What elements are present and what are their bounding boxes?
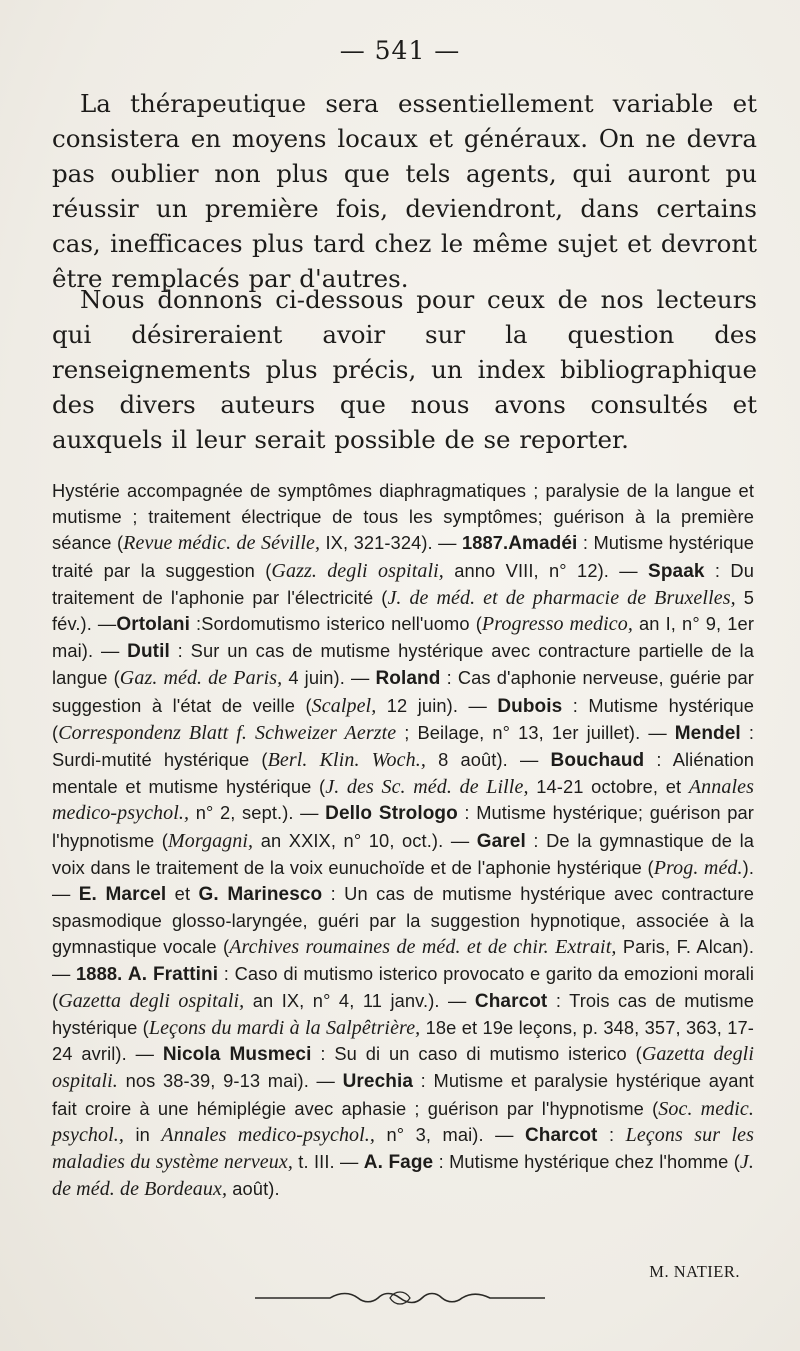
bib-author: Bouchaud <box>550 750 645 772</box>
bib-text: 18e et 19e leçons, p. 348, 357, 363, 17-24 avril). — <box>52 1017 754 1065</box>
bib-text: : Du traitement de l'aphonie par l'électricité ( <box>52 559 754 608</box>
bib-text: : Su di un caso di mutismo isterico ( <box>311 1043 642 1065</box>
bib-year: 1888. <box>76 962 123 984</box>
bib-text: : Cas d'aphonie nerveuse, guérie par suggestion à l'état de veille ( <box>52 667 754 716</box>
bib-text: : Trois cas de mutisme hystérique ( <box>52 989 754 1039</box>
bib-text: : Un cas de mutisme hystérique avec contracture spasmodique glosso-laryngée, guéri par la suggestion hypnotique, associée à la gymnastique vocale ( <box>52 883 754 958</box>
bib-author: Amadéi <box>508 533 578 555</box>
bib-text: 12 juin). — <box>376 694 498 716</box>
bib-journal-title: Scalpel, <box>311 694 377 717</box>
bib-text: IX, 321-324). — <box>320 532 462 554</box>
bib-journal-title: Annales medico-psychol., <box>52 776 754 825</box>
bib-journal-title: Morgagni, <box>167 829 254 852</box>
bib-journal-title: Gaz. méd. de Paris, <box>119 667 283 690</box>
bib-journal-title: Revue médic. de Séville, <box>123 532 321 555</box>
ornament-divider <box>250 1286 550 1310</box>
bib-text: Paris, F. Alcan). — <box>52 936 755 984</box>
bib-author: Dello Strologo <box>325 803 458 825</box>
bib-journal-title: Leçons sur les maladies du système nerveux, <box>52 1123 755 1174</box>
bib-journal-title: Correspondenz Blatt f. Schweizer Aerzte <box>58 721 397 744</box>
bib-text: n° 2, sept.). — <box>189 802 326 824</box>
bib-text: : Mutisme hystérique chez l'homme ( <box>433 1151 740 1173</box>
bib-author: Urechia <box>342 1071 413 1093</box>
bib-journal-title: J. des Sc. méd. de Lille, <box>325 776 529 799</box>
bib-text: et <box>166 883 199 905</box>
bib-journal-title: Gazetta degli ospitali. <box>52 1043 754 1093</box>
bib-author: A. Fage <box>363 1152 434 1174</box>
intro-paragraph-1-text: La thérapeutique sera essentiellement variable et consistera en moyens locaux et généraux. On ne devra pas oublier non plus que tels agents, qui auront pu réussir un première fois, deviendront, dans certains cas, inefficaces plus tard chez le même sujet et devront être remplacés par d'autres. <box>52 89 757 293</box>
bib-journal-title: J. de méd. de Bordeaux, <box>52 1151 754 1201</box>
bib-text: 4 juin). — <box>282 667 376 689</box>
intro-paragraph-2 <box>52 282 757 457</box>
bib-text: : Mutisme hystérique; guérison par l'hypnotisme ( <box>52 802 754 851</box>
bib-journal-title: Gazetta degli ospitali, <box>58 989 245 1012</box>
bib-author: Garel <box>476 830 526 852</box>
bib-text: anno VIII, n° 12). — <box>443 559 649 581</box>
bib-journal-title: Leçons du mardi à la Salpêtrière, <box>148 1017 421 1040</box>
page-number: — 541 — <box>339 36 461 65</box>
bib-text: : Mutisme et paralysie hystérique ayant fait croire à une hémiplégie avec aphasie ; guérison par l'hypnotisme ( <box>52 1070 754 1119</box>
bib-text: Hystérie accompagnée de symptômes diaphragmatiques ; paralysie de la langue et mutisme ; traitement électrique de tous les symptômes; guérison à la première séance ( <box>52 480 754 554</box>
bib-journal-title: Annales medico-psychol., <box>161 1123 376 1146</box>
bib-journal-title: J. de méd. et de pharmacie de Bruxelles, <box>387 586 736 609</box>
intro-paragraph-2-text: Nous donnons ci-dessous pour ceux de nos lecteurs qui désireraient avoir sur la question des renseignements plus précis, un index bibliographique des divers auteurs que nous avons consultés et auxquels il leur serait possible de se reporter. <box>52 285 757 454</box>
bib-journal-title: Progresso medico, <box>481 613 633 636</box>
bib-author: Ortolani <box>116 614 190 636</box>
bib-year: 1887. <box>461 532 509 554</box>
bib-author: Mendel <box>674 722 741 744</box>
bib-text: : Surdi-mutité hystérique ( <box>52 721 755 771</box>
intro-paragraph-1 <box>52 86 757 296</box>
bib-text: an I, n° 9, 1er mai). — <box>52 613 755 662</box>
bib-author: Charcot <box>524 1124 598 1146</box>
bib-text: :Sordomutismo isterico nell'uomo ( <box>189 613 482 635</box>
bib-text: ). — <box>52 856 755 905</box>
bib-text: : Caso di mutismo isterico provocato e garito da emozioni morali ( <box>52 962 754 1011</box>
bib-journal-title: Prog. méd. <box>653 856 743 879</box>
bib-journal-title: Berl. Klin. Woch., <box>267 749 426 772</box>
bib-text: : De la gymnastique de la voix dans le traitement de la voix eunuchoïde et de l'aphonie hystérique ( <box>52 829 755 878</box>
bib-text: : Aliénation mentale et mutisme hystérique ( <box>52 749 755 798</box>
bib-journal-title: Soc. medic. psychol., <box>52 1097 755 1146</box>
bib-author: Roland <box>375 668 441 690</box>
bib-text: an IX, n° 4, 11 janv.). — <box>244 989 475 1011</box>
bib-author: A. Frattini <box>127 963 219 985</box>
bib-author: Charcot <box>474 990 548 1012</box>
bib-author: Dubois <box>497 695 563 717</box>
bib-author: G. Marinesco <box>198 884 323 906</box>
bib-text: 5 fév.). — <box>52 586 754 635</box>
bib-text: : <box>597 1123 626 1145</box>
bib-text: 8 août). — <box>425 749 551 771</box>
bib-author: Dutil <box>127 641 170 663</box>
bib-text: : Sur un cas de mutisme hystérique avec contracture partielle de la langue ( <box>52 640 754 689</box>
bib-text: an XXIX, n° 10, oct.). — <box>253 829 477 851</box>
bib-text: ; Beilage, n° 13, 1er juillet). — <box>396 721 675 743</box>
bib-text: t. III. — <box>292 1151 364 1173</box>
bibliography-index <box>52 478 754 1202</box>
bib-text: in <box>124 1123 162 1145</box>
bib-text: : Mutisme hystérique ( <box>52 694 754 743</box>
author-signature: M. NATIER. <box>649 1262 740 1281</box>
bib-text: : Mutisme hystérique traité par la suggestion ( <box>52 532 754 581</box>
bib-journal-title: Archives roumaines de méd. et de chir. Extrait, <box>229 936 617 959</box>
bib-author: Spaak <box>648 560 705 582</box>
bib-text: n° 3, mai). — <box>375 1123 525 1145</box>
bib-author: Nicola Musmeci <box>162 1044 312 1066</box>
bib-text: 14-21 octobre, et <box>528 776 689 798</box>
bib-text: août). <box>227 1178 280 1200</box>
bib-text: nos 38-39, 9-13 mai). — <box>117 1070 343 1092</box>
bib-author: E. Marcel <box>78 884 167 906</box>
bib-journal-title: Gazz. degli ospitali, <box>271 559 444 582</box>
